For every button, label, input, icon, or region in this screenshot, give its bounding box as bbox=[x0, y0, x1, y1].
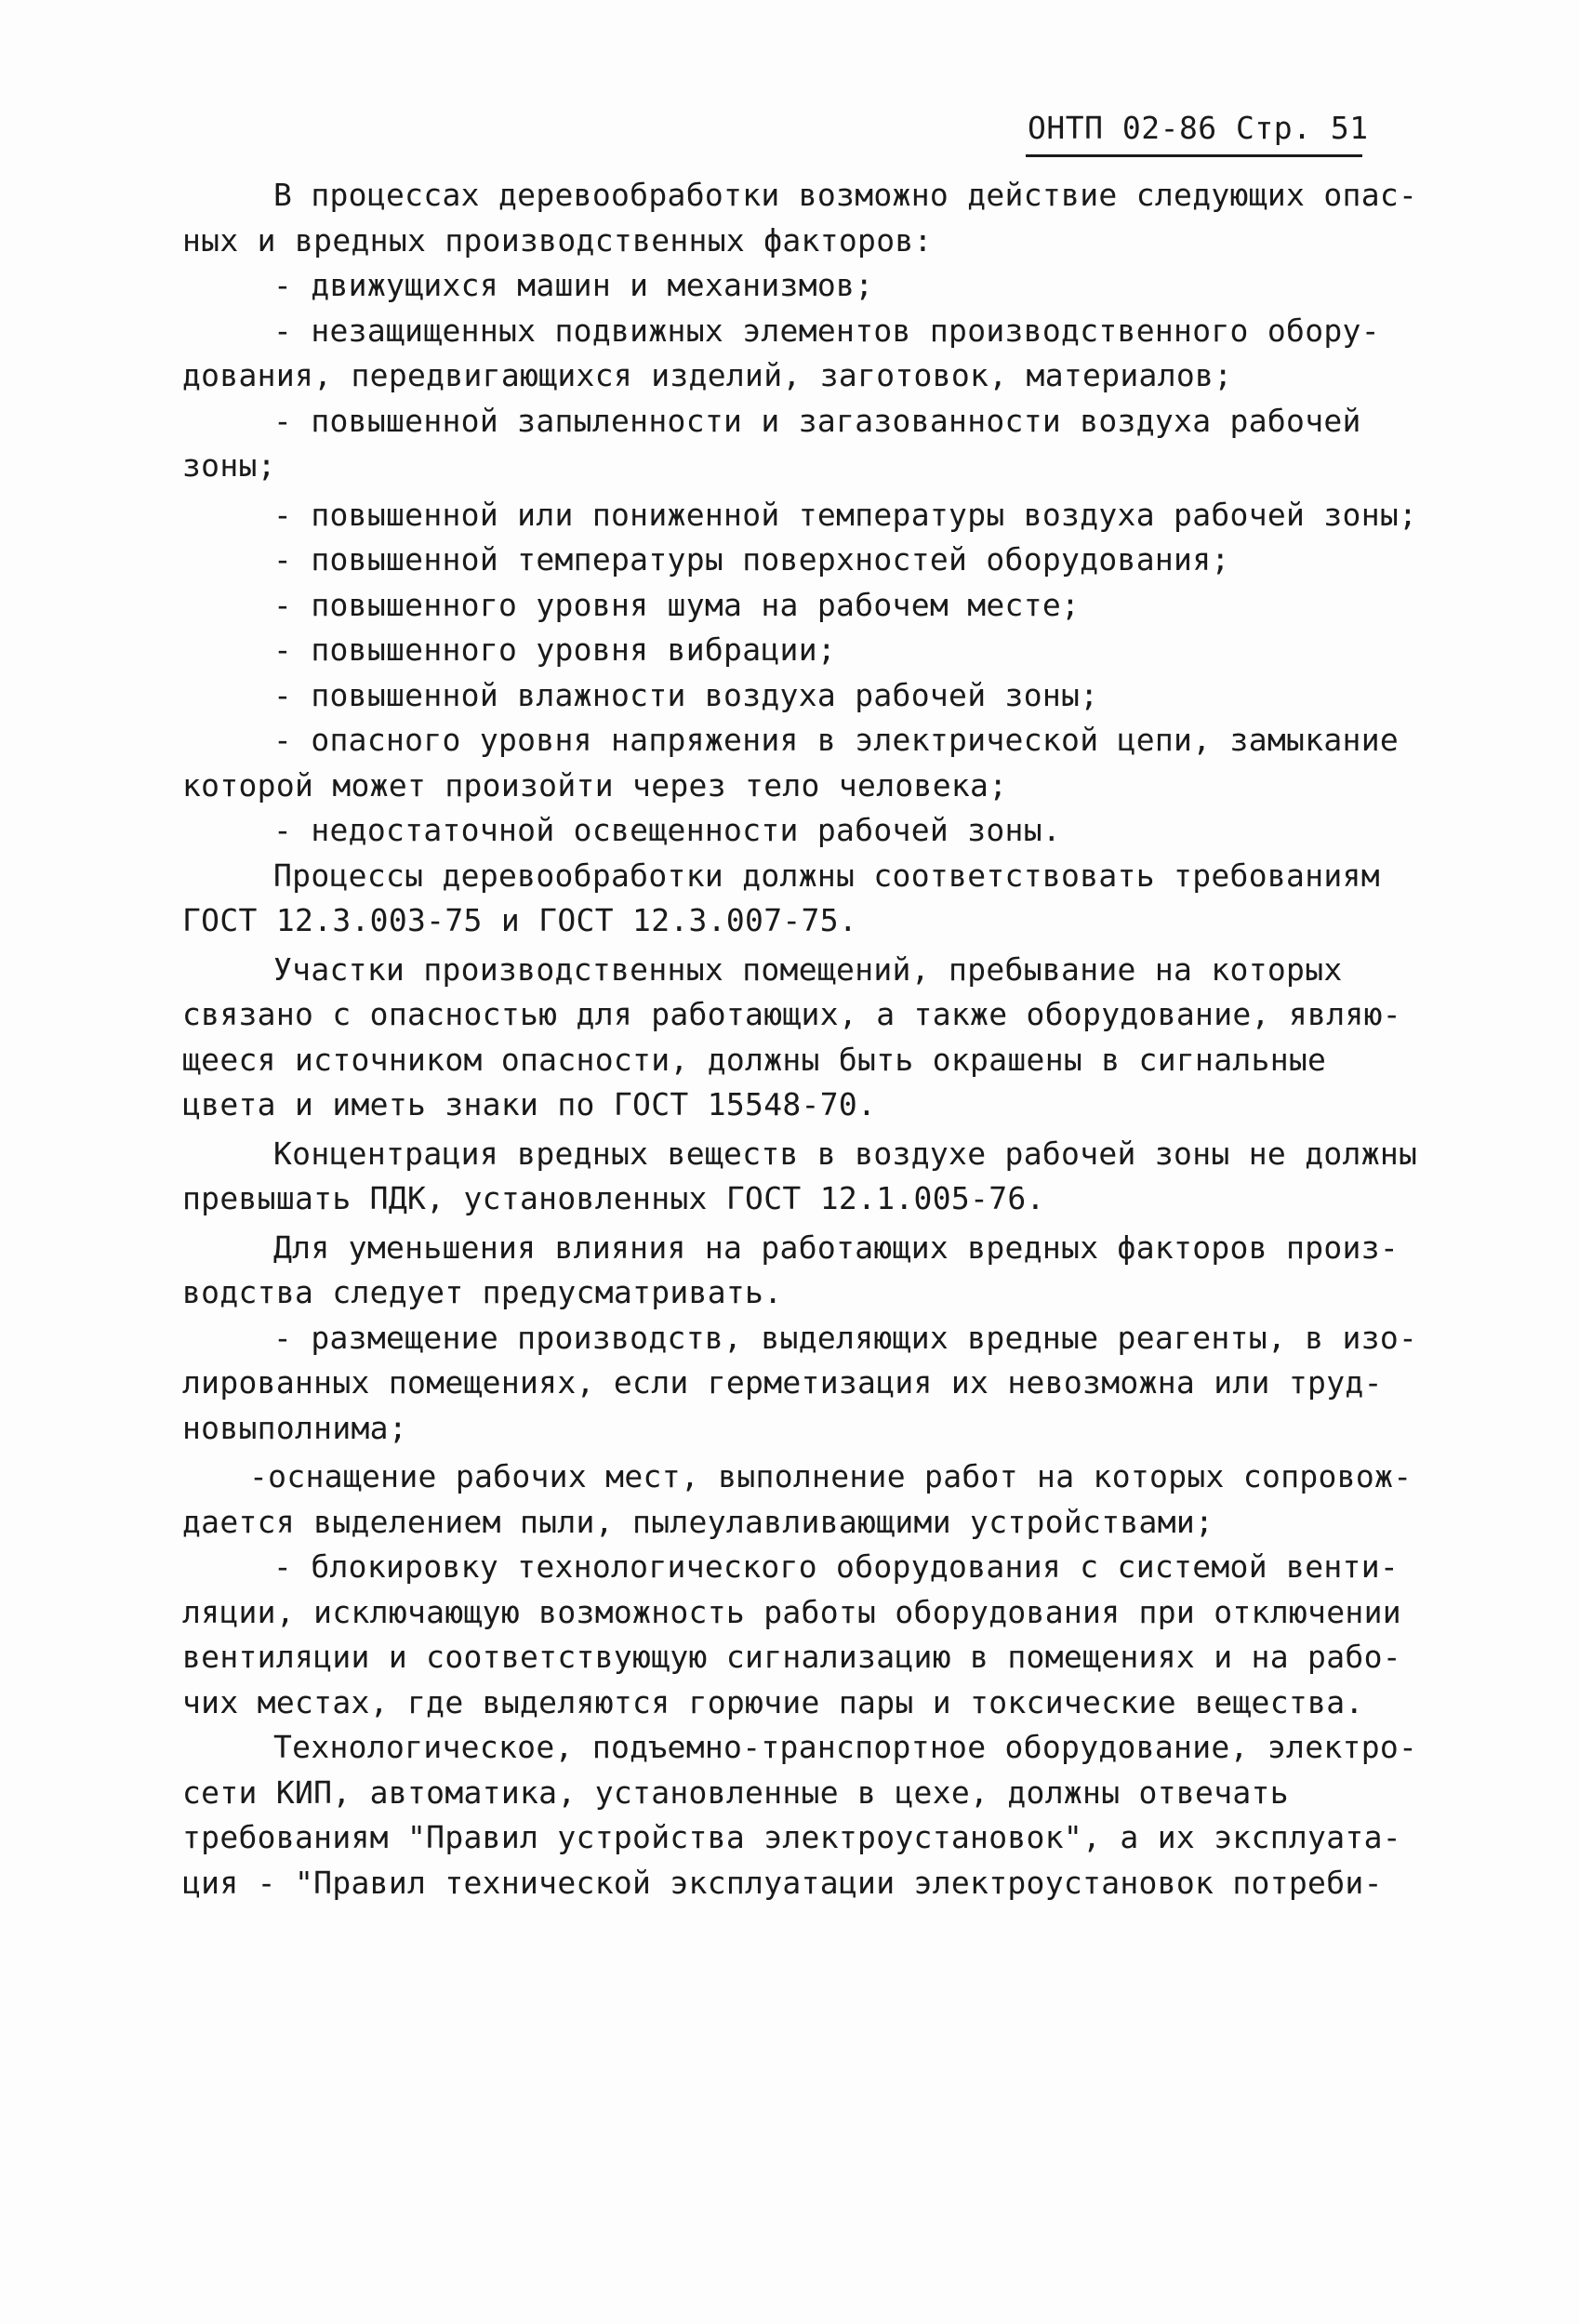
text-line: - повышенного уровня шума на рабочем месте; bbox=[273, 586, 1081, 623]
text-line: сети КИП, автоматика, установленные в цехе, должны отвечать bbox=[182, 1773, 1289, 1811]
text-line: - повышенной запыленности и загазованности воздуха рабочей bbox=[273, 402, 1361, 439]
text-line: ГОСТ 12.3.003-75 и ГОСТ 12.3.007-75. bbox=[182, 902, 858, 938]
text-line: - блокировку технологического оборудования с системой венти- bbox=[273, 1548, 1400, 1585]
text-line: - повышенной влажности воздуха рабочей зоны; bbox=[273, 676, 1099, 713]
text-line: - движущихся машин и механизмов; bbox=[273, 267, 874, 303]
text-line: чих местах, где выделяются горючие пары и токсические вещества. bbox=[182, 1683, 1364, 1720]
text-line: - повышенной температуры поверхностей оборудования; bbox=[273, 541, 1230, 578]
text-line: Концентрация вредных веществ в воздухе рабочей зоны не должны bbox=[273, 1135, 1418, 1172]
text-line: цвета и иметь знаки по ГОСТ 15548-70. bbox=[182, 1086, 877, 1122]
text-line: зоны; bbox=[182, 447, 276, 484]
text-line: связано с опасностью для работающих, а также оборудование, являю- bbox=[182, 996, 1401, 1032]
page-header: ОНТП 02-86 Стр. 51 bbox=[1028, 110, 1369, 146]
text-line: - повышенного уровня вибрации; bbox=[273, 631, 837, 668]
text-line: - недостаточной освещенности рабочей зоны. bbox=[273, 812, 1062, 848]
text-line: - повышенной или пониженной температуры воздуха рабочей зоны; bbox=[273, 496, 1418, 533]
text-line: - опасного уровня напряжения в электрической цепи, замыкание bbox=[273, 722, 1400, 758]
text-line: дования, передвигающихся изделий, заготовок, материалов; bbox=[182, 357, 1233, 393]
text-line: лированных помещениях, если герметизация их невозможна или труд- bbox=[182, 1364, 1383, 1401]
text-line: ция - "Правил технической эксплуатации электроустановок потреби- bbox=[182, 1864, 1383, 1901]
text-line: ных и вредных производственных факторов: bbox=[182, 221, 933, 259]
text-line: новыполнима; bbox=[182, 1409, 408, 1446]
text-line: Технологическое, подъемно-транспортное оборудование, электро- bbox=[273, 1729, 1418, 1765]
header-underline bbox=[1026, 154, 1362, 157]
text-line: щееся источником опасности, должны быть окрашены в сигнальные bbox=[182, 1041, 1327, 1078]
text-line: - незащищенных подвижных элементов производственного обору- bbox=[273, 312, 1380, 349]
text-line: водства следует предусматривать. bbox=[182, 1274, 783, 1310]
text-line: ляции, исключающую возможность работы оборудования при отключении bbox=[182, 1593, 1401, 1630]
text-line: Для уменьшения влияния на работающих вредных факторов произ- bbox=[273, 1228, 1400, 1266]
text-line: -оснащение рабочих мест, выполнение работ на которых сопровож- bbox=[249, 1458, 1413, 1494]
text-line: В процессах деревообработки возможно действие следующих опас- bbox=[273, 177, 1418, 213]
text-line: требованиям "Правил устройства электроустановок", а их эксплуата- bbox=[182, 1819, 1401, 1855]
document-body bbox=[182, 173, 1428, 1906]
text-line: превышать ПДК, установленных ГОСТ 12.1.005-76. bbox=[182, 1180, 1045, 1216]
text-line: Участки производственных помещений, пребывание на которых bbox=[273, 950, 1343, 988]
text-line: дается выделением пыли, пылеулавливающими устройствами; bbox=[182, 1503, 1214, 1540]
text-line: которой может произойти через тело человека; bbox=[182, 766, 1008, 803]
text-line: - размещение производств, выделяющих вредные реагенты, в изо- bbox=[273, 1319, 1418, 1356]
text-line: вентиляции и соответствующую сигнализацию в помещениях и на рабо- bbox=[182, 1639, 1401, 1675]
text-line: Процессы деревообработки должны соответствовать требованиям bbox=[273, 857, 1380, 894]
